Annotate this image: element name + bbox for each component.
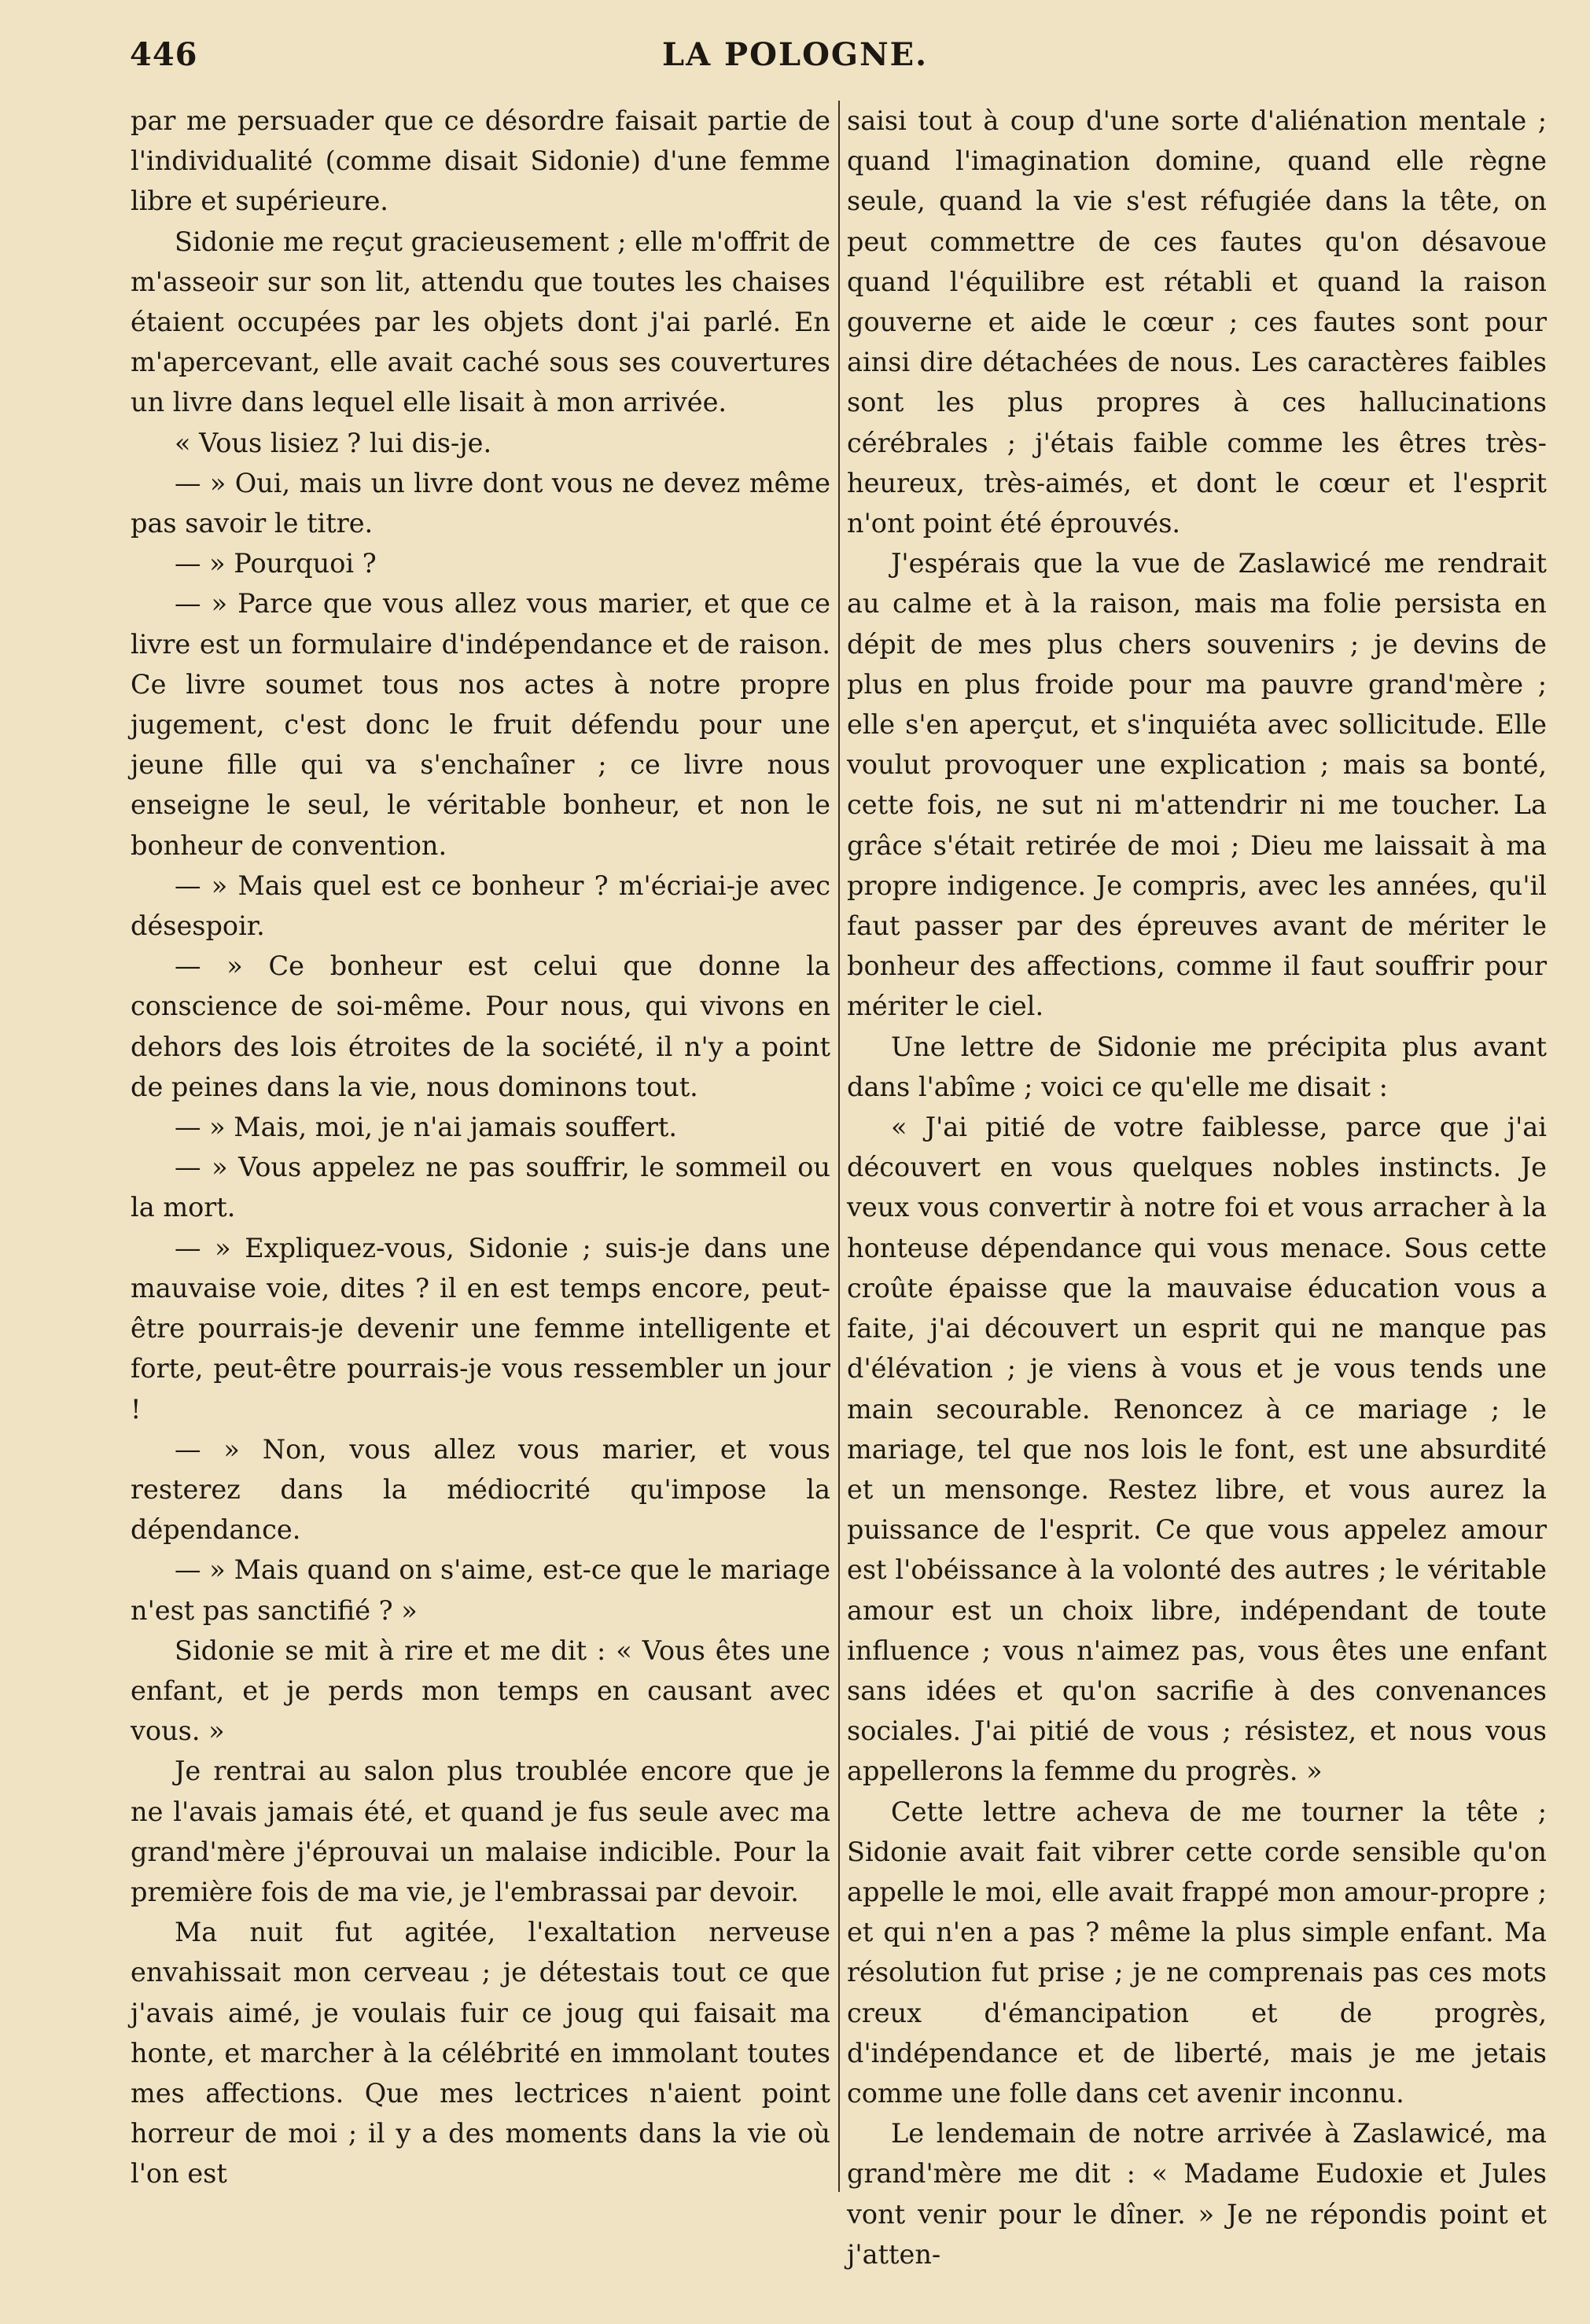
paragraph: Je rentrai au salon plus troublée encore que je ne l'avais jamais été, et quand je fus seule avec ma grand'mère j'éprouvai un malaise indicible. Pour la première fois de ma vie, je l'embrassai par devoir. (131, 1756, 830, 1907)
paragraph: par me persuader que ce désordre faisait partie de l'individualité (comme disait Sidonie) d'une femme libre et supérieure. (131, 105, 830, 217)
paragraph: — » Non, vous allez vous marier, et vous resterez dans la médiocrité qu'impose la dépendance. (131, 1433, 830, 1546)
paragraph: — » Mais quand on s'aime, est-ce que le mariage n'est pas sanctifié ? » (131, 1554, 830, 1626)
page-number: 446 (130, 36, 198, 73)
paragraph: Sidonie me reçut gracieusement ; elle m'offrit de m'asseoir sur son lit, attendu que toutes les chaises étaient occupées par les objets dont j'ai parlé. En m'apercevant, elle avait caché sous ses couvertures un livre dans lequel elle lisait à mon arrivée. (131, 226, 830, 418)
column-divider (838, 101, 840, 2192)
paragraph: Le lendemain de notre arrivée à Zaslawicé, ma grand'mère me dit : « Madame Eudoxie et Jules vont venir pour le dîner. » Je ne répondis point et j'atten- (847, 2118, 1547, 2270)
paragraph: J'espérais que la vue de Zaslawicé me rendrait au calme et à la raison, mais ma folie persista en dépit de mes plus chers souvenirs ; je devins de plus en plus froide pour ma pauvre grand'mère ; elle s'en aperçut, et s'inquiéta avec sollicitude. Elle voulut provoquer une explication ; mais sa bonté, cette fois, ne sut ni m'attendrir ni me toucher. La grâce s'était retirée de moi ; Dieu me laissait à ma propre indigence. Je compris, avec les années, qu'il faut passer par des épreuves avant de mériter le bonheur des affections, comme il faut souffrir pour mériter le ciel. (847, 548, 1547, 1022)
paragraph: « J'ai pitié de votre faiblesse, parce que j'ai découvert en vous quelques nobles instincts. Je veux vous convertir à notre foi et vous arracher à la honteuse dépendance qui vous menace. Sous cette croûte épaisse que la mauvaise éducation vous a faite, j'ai découvert un esprit qui ne manque pas d'élévation ; je viens à vous et je vous tends une main secourable. Renoncez à ce mariage ; le mariage, tel que nos lois le font, est une absurdité et un mensonge. Restez libre, et vous aurez la puissance de l'esprit. Ce que vous appelez amour est l'obéissance à la volonté des autres ; le véritable amour est un choix libre, indépendant de toute influence ; vous n'aimez pas, vous êtes une enfant sans idées et qu'on sacrifie à des convenances sociales. J'ai pitié de vous ; résistez, et nous vous appellerons la femme du progrès. » (847, 1112, 1547, 1787)
paragraph: « Vous lisiez ? lui dis-je. (175, 427, 492, 458)
paragraph: Une lettre de Sidonie me précipita plus avant dans l'abîme ; voici ce qu'elle me disait : (847, 1031, 1547, 1102)
left-column (131, 101, 830, 2194)
right-column (847, 101, 1547, 2274)
paragraph: — » Parce que vous allez vous marier, et que ce livre est un formulaire d'indépendance et de raison. Ce livre soumet tous nos actes à notre propre jugement, c'est donc le fruit défendu pour une jeune fille qui va s'enchaîner ; ce livre nous enseigne le seul, le véritable bonheur, et non le bonheur de convention. (131, 588, 830, 861)
paragraph: Cette lettre acheva de me tourner la tête ; Sidonie avait fait vibrer cette corde sensible qu'on appelle le moi, elle avait frappé mon amour-propre ; et qui n'en a pas ? même la plus simple enfant. Ma résolution fut prise ; je ne comprenais pas ces mots creux d'émancipation et de progrès, d'indépendance et de liberté, mais je me jetais comme une folle dans cet avenir inconnu. (847, 1796, 1547, 2109)
paragraph: — » Expliquez-vous, Sidonie ; suis-je dans une mauvaise voie, dites ? il en est temps encore, peut-être pourrais-je devenir une femme intelligente et forte, peut-être pourrais-je vous ressembler un jour ! (131, 1232, 830, 1425)
paragraph: Ma nuit fut agitée, l'exaltation nerveuse envahissait mon cerveau ; je détestais tout ce que j'avais aimé, je voulais fuir ce joug qui faisait ma honte, et marcher à la célébrité en immolant toutes mes affections. Que mes lectrices n'aient point horreur de moi ; il y a des moments dans la vie où l'on est (131, 1917, 830, 2190)
running-title: LA POLOGNE. (661, 36, 929, 73)
paragraph: — » Pourquoi ? (175, 548, 377, 579)
paragraph: — » Vous appelez ne pas souffrir, le sommeil ou la mort. (131, 1152, 830, 1223)
paragraph: saisi tout à coup d'une sorte d'aliénation mentale ; quand l'imagination domine, quand elle règne seule, quand la vie s'est réfugiée dans la tête, on peut commettre de ces fautes qu'on désavoue quand l'équilibre est rétabli et quand la raison gouverne et aide le cœur ; ces fautes sont pour ainsi dire détachées de nous. Les caractères faibles sont les plus propres à ces hallucinations cérébrales ; j'étais faible comme les êtres très-heureux, très-aimés, et dont le cœur et l'esprit n'ont point été éprouvés. (847, 105, 1547, 539)
paragraph: — » Oui, mais un livre dont vous ne devez même pas savoir le titre. (131, 467, 830, 539)
paragraph: — » Mais, moi, je n'ai jamais souffert. (175, 1112, 678, 1143)
paragraph: — » Ce bonheur est celui que donne la conscience de soi-même. Pour nous, qui vivons en dehors des lois étroites de la société, il n'y a point de peines dans la vie, nous dominons tout. (131, 951, 830, 1102)
paragraph: — » Mais quel est ce bonheur ? m'écriai-je avec désespoir. (131, 870, 830, 942)
paragraph: Sidonie se mit à rire et me dit : « Vous êtes une enfant, et je perds mon temps en causant avec vous. » (131, 1635, 830, 1747)
